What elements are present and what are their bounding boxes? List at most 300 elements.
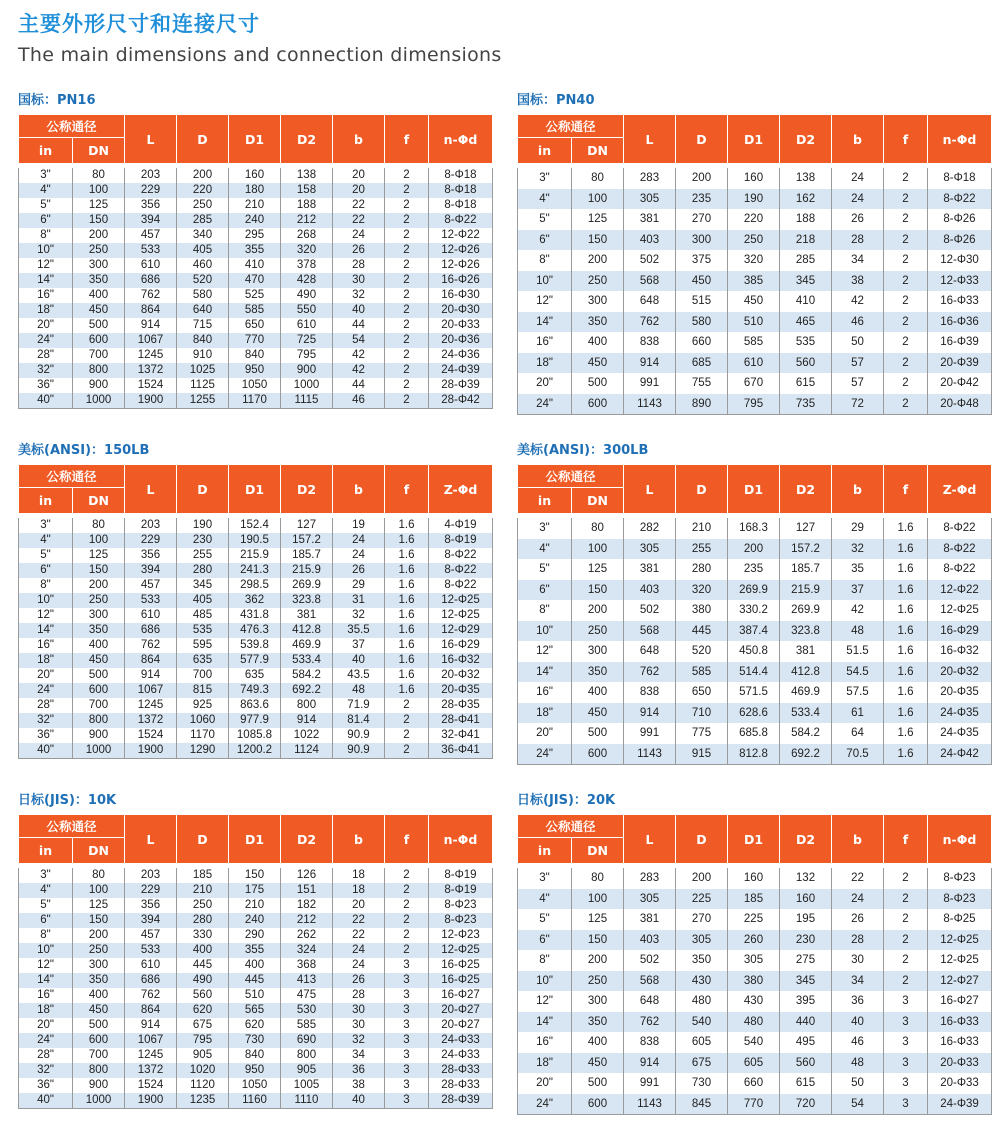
cell-f: 1.6 <box>884 621 928 642</box>
cell-dn: 600 <box>73 333 125 348</box>
table-row <box>518 971 992 992</box>
cell-f: 2 <box>385 363 429 378</box>
cell-d2: 212 <box>281 213 333 228</box>
table-row <box>518 312 992 333</box>
cell-holes: 8-Φ22 <box>429 578 493 593</box>
cell-l: 991 <box>624 723 676 744</box>
cell-in: 12" <box>518 641 572 662</box>
table-row <box>19 883 493 898</box>
table-row <box>19 928 493 943</box>
table-row <box>518 744 992 765</box>
cell-holes: 28-Φ33 <box>429 1078 493 1093</box>
cell-in: 20" <box>19 318 73 333</box>
spec-table-ansi-300lb <box>517 465 992 765</box>
cell-d1: 795 <box>728 394 780 415</box>
cell-d1: 863.6 <box>229 698 281 713</box>
cell-l: 914 <box>624 1053 676 1074</box>
cell-holes: 24-Φ36 <box>429 348 493 363</box>
cell-b: 29 <box>333 578 385 593</box>
cell-d2: 345 <box>780 271 832 292</box>
cell-d2: 900 <box>281 363 333 378</box>
cell-holes: 36-Φ41 <box>429 743 493 759</box>
cell-b: 30 <box>333 1018 385 1033</box>
table-title: 日标(JIS)：20K <box>517 793 616 808</box>
cell-d1: 812.8 <box>728 744 780 765</box>
cell-b: 57 <box>832 373 884 394</box>
cell-holes: 20-Φ32 <box>928 662 992 683</box>
table-title: 美标(ANSI)：300LB <box>517 443 649 458</box>
cell-b: 81.4 <box>333 713 385 728</box>
cell-d2: 1115 <box>281 393 333 409</box>
table-row <box>19 638 493 653</box>
cell-f: 2 <box>385 378 429 393</box>
spec-block-jis-20k <box>517 790 992 1115</box>
table-row <box>19 1078 493 1093</box>
cell-l: 533 <box>125 943 177 958</box>
cell-holes: 28-Φ42 <box>429 393 493 409</box>
table-row <box>518 600 992 621</box>
cell-d1: 950 <box>229 363 281 378</box>
cell-d: 580 <box>676 312 728 333</box>
cell-d1: 240 <box>229 913 281 928</box>
cell-f: 2 <box>385 198 429 213</box>
header-nominal-diameter: 公称通径 <box>518 465 624 488</box>
cell-d: 400 <box>177 943 229 958</box>
cell-l: 1245 <box>125 1048 177 1063</box>
cell-l: 914 <box>125 668 177 683</box>
cell-d2: 720 <box>780 1094 832 1115</box>
cell-f: 2 <box>385 698 429 713</box>
cell-d: 1170 <box>177 728 229 743</box>
cell-d2: 151 <box>281 883 333 898</box>
header-in: in <box>518 488 572 514</box>
table-row <box>19 668 493 683</box>
cell-d: 660 <box>676 332 728 353</box>
cell-d2: 530 <box>281 1003 333 1018</box>
table-row <box>19 348 493 363</box>
cell-b: 31 <box>333 593 385 608</box>
cell-in: 4" <box>518 889 572 910</box>
cell-holes: 8-Φ23 <box>429 913 493 928</box>
cell-l: 394 <box>125 213 177 228</box>
cell-l: 610 <box>125 608 177 623</box>
cell-dn: 900 <box>73 378 125 393</box>
table-row <box>19 1063 493 1078</box>
header-col: b <box>333 465 385 514</box>
cell-in: 12" <box>19 258 73 273</box>
cell-f: 2 <box>385 258 429 273</box>
cell-d1: 476.3 <box>229 623 281 638</box>
cell-b: 40 <box>333 653 385 668</box>
cell-d1: 1170 <box>229 393 281 409</box>
cell-holes: 8-Φ18 <box>429 183 493 198</box>
cell-d2: 560 <box>780 353 832 374</box>
cell-d1: 190.5 <box>229 533 281 548</box>
header-col: D <box>177 115 229 164</box>
cell-in: 28" <box>19 1048 73 1063</box>
header-in: in <box>19 488 73 514</box>
cell-f: 2 <box>385 333 429 348</box>
cell-dn: 450 <box>572 703 624 724</box>
cell-l: 991 <box>624 373 676 394</box>
cell-d2: 440 <box>780 1012 832 1033</box>
cell-d1: 540 <box>728 1032 780 1053</box>
cell-d2: 1000 <box>281 378 333 393</box>
header-in: in <box>518 838 572 864</box>
cell-in: 6" <box>19 213 73 228</box>
header-col: D1 <box>728 815 780 864</box>
table-row <box>19 333 493 348</box>
cell-d: 845 <box>676 1094 728 1115</box>
cell-d: 535 <box>177 623 229 638</box>
cell-d: 915 <box>676 744 728 765</box>
cell-d2: 212 <box>281 913 333 928</box>
cell-l: 686 <box>125 973 177 988</box>
header-col: D2 <box>780 465 832 514</box>
cell-f: 1.6 <box>385 653 429 668</box>
cell-b: 38 <box>333 1078 385 1093</box>
cell-d1: 269.9 <box>728 580 780 601</box>
cell-f: 1.6 <box>884 682 928 703</box>
cell-b: 36 <box>832 991 884 1012</box>
cell-l: 914 <box>125 1018 177 1033</box>
cell-l: 381 <box>624 209 676 230</box>
cell-f: 2 <box>385 943 429 958</box>
cell-d: 270 <box>676 209 728 230</box>
table-row <box>19 988 493 1003</box>
cell-d1: 585 <box>229 303 281 318</box>
cell-d1: 290 <box>229 928 281 943</box>
cell-holes: 16-Φ33 <box>928 291 992 312</box>
cell-d: 925 <box>177 698 229 713</box>
cell-l: 914 <box>125 318 177 333</box>
cell-in: 16" <box>518 332 572 353</box>
spec-table-pn16 <box>18 115 493 409</box>
cell-in: 20" <box>518 373 572 394</box>
cell-d2: 533.4 <box>281 653 333 668</box>
header-col: L <box>624 115 676 164</box>
header-col: L <box>125 465 177 514</box>
cell-dn: 450 <box>73 1003 125 1018</box>
cell-in: 36" <box>19 728 73 743</box>
cell-holes: 16-Φ29 <box>429 638 493 653</box>
cell-l: 991 <box>624 1073 676 1094</box>
cell-f: 2 <box>385 898 429 913</box>
table-row <box>19 898 493 913</box>
cell-d1: 445 <box>229 973 281 988</box>
cell-f: 2 <box>385 303 429 318</box>
cell-dn: 500 <box>572 373 624 394</box>
cell-f: 3 <box>385 1018 429 1033</box>
cell-b: 34 <box>333 1048 385 1063</box>
cell-in: 6" <box>518 930 572 951</box>
cell-dn: 250 <box>73 243 125 258</box>
cell-dn: 400 <box>572 1032 624 1053</box>
table-row <box>19 653 493 668</box>
header-col: L <box>624 465 676 514</box>
table-row <box>19 288 493 303</box>
cell-dn: 400 <box>572 682 624 703</box>
cell-dn: 80 <box>73 868 125 883</box>
cell-b: 46 <box>832 312 884 333</box>
cell-b: 35 <box>832 559 884 580</box>
cell-b: 26 <box>333 243 385 258</box>
cell-b: 37 <box>832 580 884 601</box>
cell-d1: 840 <box>229 1048 281 1063</box>
cell-d1: 577.9 <box>229 653 281 668</box>
table-row <box>518 682 992 703</box>
cell-dn: 125 <box>73 898 125 913</box>
cell-d1: 430 <box>728 991 780 1012</box>
cell-dn: 200 <box>73 228 125 243</box>
cell-d1: 180 <box>229 183 281 198</box>
cell-d1: 185 <box>728 889 780 910</box>
cell-d2: 188 <box>780 209 832 230</box>
cell-in: 16" <box>518 682 572 703</box>
cell-l: 648 <box>624 641 676 662</box>
cell-f: 1.6 <box>884 641 928 662</box>
cell-b: 32 <box>832 539 884 560</box>
cell-f: 1.6 <box>884 580 928 601</box>
cell-d: 1290 <box>177 743 229 759</box>
table-row <box>19 973 493 988</box>
cell-dn: 600 <box>572 394 624 415</box>
cell-in: 40" <box>19 1093 73 1109</box>
cell-d2: 188 <box>281 198 333 213</box>
cell-b: 26 <box>832 909 884 930</box>
cell-holes: 16-Φ33 <box>928 1032 992 1053</box>
cell-d1: 950 <box>229 1063 281 1078</box>
cell-dn: 350 <box>572 312 624 333</box>
cell-dn: 80 <box>572 518 624 539</box>
cell-dn: 500 <box>572 1073 624 1094</box>
cell-dn: 450 <box>572 353 624 374</box>
cell-d: 520 <box>177 273 229 288</box>
table-row <box>518 950 992 971</box>
cell-in: 10" <box>518 971 572 992</box>
cell-l: 864 <box>125 653 177 668</box>
cell-l: 356 <box>125 198 177 213</box>
cell-f: 2 <box>884 230 928 251</box>
cell-dn: 80 <box>73 518 125 533</box>
cell-dn: 250 <box>572 271 624 292</box>
cell-d1: 749.3 <box>229 683 281 698</box>
cell-f: 2 <box>385 713 429 728</box>
cell-in: 14" <box>19 273 73 288</box>
cell-holes: 20-Φ27 <box>429 1003 493 1018</box>
table-row <box>19 168 493 183</box>
cell-dn: 1000 <box>73 743 125 759</box>
cell-in: 32" <box>19 1063 73 1078</box>
cell-in: 18" <box>518 703 572 724</box>
cell-b: 24 <box>832 189 884 210</box>
cell-l: 1900 <box>125 1093 177 1109</box>
cell-b: 70.5 <box>832 744 884 765</box>
cell-b: 38 <box>832 271 884 292</box>
cell-d2: 285 <box>780 250 832 271</box>
cell-l: 762 <box>624 312 676 333</box>
table-row <box>518 723 992 744</box>
cell-f: 1.6 <box>884 518 928 539</box>
cell-dn: 350 <box>572 1012 624 1033</box>
cell-d: 185 <box>177 868 229 883</box>
cell-l: 283 <box>624 168 676 189</box>
header-bolt-holes: Z-Φd <box>429 465 493 514</box>
table-row <box>19 533 493 548</box>
cell-d2: 345 <box>780 971 832 992</box>
table-row <box>518 394 992 415</box>
cell-d2: 795 <box>281 348 333 363</box>
header-col: L <box>125 115 177 164</box>
cell-d1: 210 <box>229 898 281 913</box>
cell-d: 490 <box>177 973 229 988</box>
cell-f: 2 <box>385 168 429 183</box>
cell-holes: 12-Φ30 <box>928 250 992 271</box>
cell-dn: 700 <box>73 1048 125 1063</box>
cell-holes: 12-Φ25 <box>928 600 992 621</box>
cell-in: 5" <box>19 548 73 563</box>
cell-dn: 350 <box>73 973 125 988</box>
cell-in: 3" <box>518 868 572 889</box>
cell-d1: 305 <box>728 950 780 971</box>
cell-l: 203 <box>125 168 177 183</box>
table-row <box>19 608 493 623</box>
cell-b: 24 <box>333 548 385 563</box>
cell-l: 762 <box>624 1012 676 1033</box>
cell-dn: 500 <box>73 668 125 683</box>
cell-in: 3" <box>19 868 73 883</box>
cell-d1: 1050 <box>229 378 281 393</box>
table-row <box>518 353 992 374</box>
table-row <box>19 243 493 258</box>
header-col: D1 <box>229 815 281 864</box>
cell-d2: 413 <box>281 973 333 988</box>
cell-in: 18" <box>518 1053 572 1074</box>
cell-d: 675 <box>177 1018 229 1033</box>
cell-in: 5" <box>518 909 572 930</box>
table-row <box>518 1012 992 1033</box>
cell-holes: 8-Φ22 <box>928 518 992 539</box>
cell-f: 1.6 <box>884 744 928 765</box>
cell-in: 4" <box>19 883 73 898</box>
table-row <box>518 930 992 951</box>
cell-d2: 368 <box>281 958 333 973</box>
cell-d2: 215.9 <box>281 563 333 578</box>
cell-d: 330 <box>177 928 229 943</box>
cell-d1: 977.9 <box>229 713 281 728</box>
cell-f: 1.6 <box>385 683 429 698</box>
cell-b: 32 <box>333 1033 385 1048</box>
cell-d: 715 <box>177 318 229 333</box>
cell-d1: 660 <box>728 1073 780 1094</box>
cell-dn: 450 <box>73 303 125 318</box>
header-col: f <box>884 815 928 864</box>
cell-holes: 8-Φ23 <box>429 898 493 913</box>
cell-holes: 12-Φ25 <box>928 930 992 951</box>
cell-d: 580 <box>177 288 229 303</box>
table-row <box>518 209 992 230</box>
cell-holes: 20-Φ27 <box>429 1018 493 1033</box>
cell-holes: 8-Φ23 <box>928 889 992 910</box>
cell-d1: 510 <box>728 312 780 333</box>
cell-in: 8" <box>518 250 572 271</box>
cell-d2: 585 <box>281 1018 333 1033</box>
table-row <box>19 198 493 213</box>
cell-d2: 692.2 <box>780 744 832 765</box>
spec-table-jis-10k <box>18 815 493 1109</box>
cell-l: 282 <box>624 518 676 539</box>
header-dn: DN <box>73 138 125 164</box>
table-row <box>518 1073 992 1094</box>
cell-in: 12" <box>19 958 73 973</box>
header-col: b <box>832 115 884 164</box>
cell-l: 1524 <box>125 728 177 743</box>
cell-b: 57 <box>832 353 884 374</box>
cell-holes: 8-Φ22 <box>429 548 493 563</box>
table-title: 国标：PN40 <box>517 93 595 108</box>
spec-block-pn16 <box>18 90 493 409</box>
cell-dn: 1000 <box>73 1093 125 1109</box>
cell-holes: 12-Φ25 <box>429 943 493 958</box>
cell-b: 37 <box>333 638 385 653</box>
cell-d1: 539.8 <box>229 638 281 653</box>
cell-d1: 525 <box>229 288 281 303</box>
header-col: b <box>333 115 385 164</box>
cell-d: 200 <box>676 168 728 189</box>
cell-holes: 12-Φ25 <box>429 593 493 608</box>
table-row <box>19 363 493 378</box>
header-bolt-holes: n-Φd <box>928 115 992 164</box>
table-row <box>19 1003 493 1018</box>
cell-b: 18 <box>333 868 385 883</box>
table-row <box>518 1053 992 1074</box>
cell-f: 2 <box>884 394 928 415</box>
cell-d1: 355 <box>229 943 281 958</box>
page-title-cn: 主要外形尺寸和连接尺寸 <box>18 12 260 36</box>
cell-d: 255 <box>676 539 728 560</box>
cell-d1: 670 <box>728 373 780 394</box>
cell-b: 24 <box>333 228 385 243</box>
header-in: in <box>518 138 572 164</box>
cell-d: 225 <box>676 889 728 910</box>
cell-b: 50 <box>832 1073 884 1094</box>
cell-d1: 480 <box>728 1012 780 1033</box>
cell-d2: 475 <box>281 988 333 1003</box>
cell-d1: 330.2 <box>728 600 780 621</box>
table-row <box>518 889 992 910</box>
cell-in: 5" <box>19 898 73 913</box>
cell-d2: 1022 <box>281 728 333 743</box>
cell-f: 1.6 <box>385 578 429 593</box>
cell-d2: 905 <box>281 1063 333 1078</box>
cell-d: 775 <box>676 723 728 744</box>
table-row <box>518 373 992 394</box>
cell-b: 20 <box>333 183 385 198</box>
cell-b: 46 <box>832 1032 884 1053</box>
cell-l: 1067 <box>125 683 177 698</box>
cell-l: 229 <box>125 533 177 548</box>
cell-d1: 150 <box>229 868 281 883</box>
header-bolt-holes: n-Φd <box>928 815 992 864</box>
cell-holes: 16-Φ27 <box>928 991 992 1012</box>
cell-in: 32" <box>19 713 73 728</box>
cell-l: 502 <box>624 600 676 621</box>
cell-holes: 16-Φ33 <box>928 1012 992 1033</box>
cell-d: 305 <box>676 930 728 951</box>
cell-f: 3 <box>385 1003 429 1018</box>
cell-b: 42 <box>832 291 884 312</box>
cell-holes: 8-Φ22 <box>429 563 493 578</box>
